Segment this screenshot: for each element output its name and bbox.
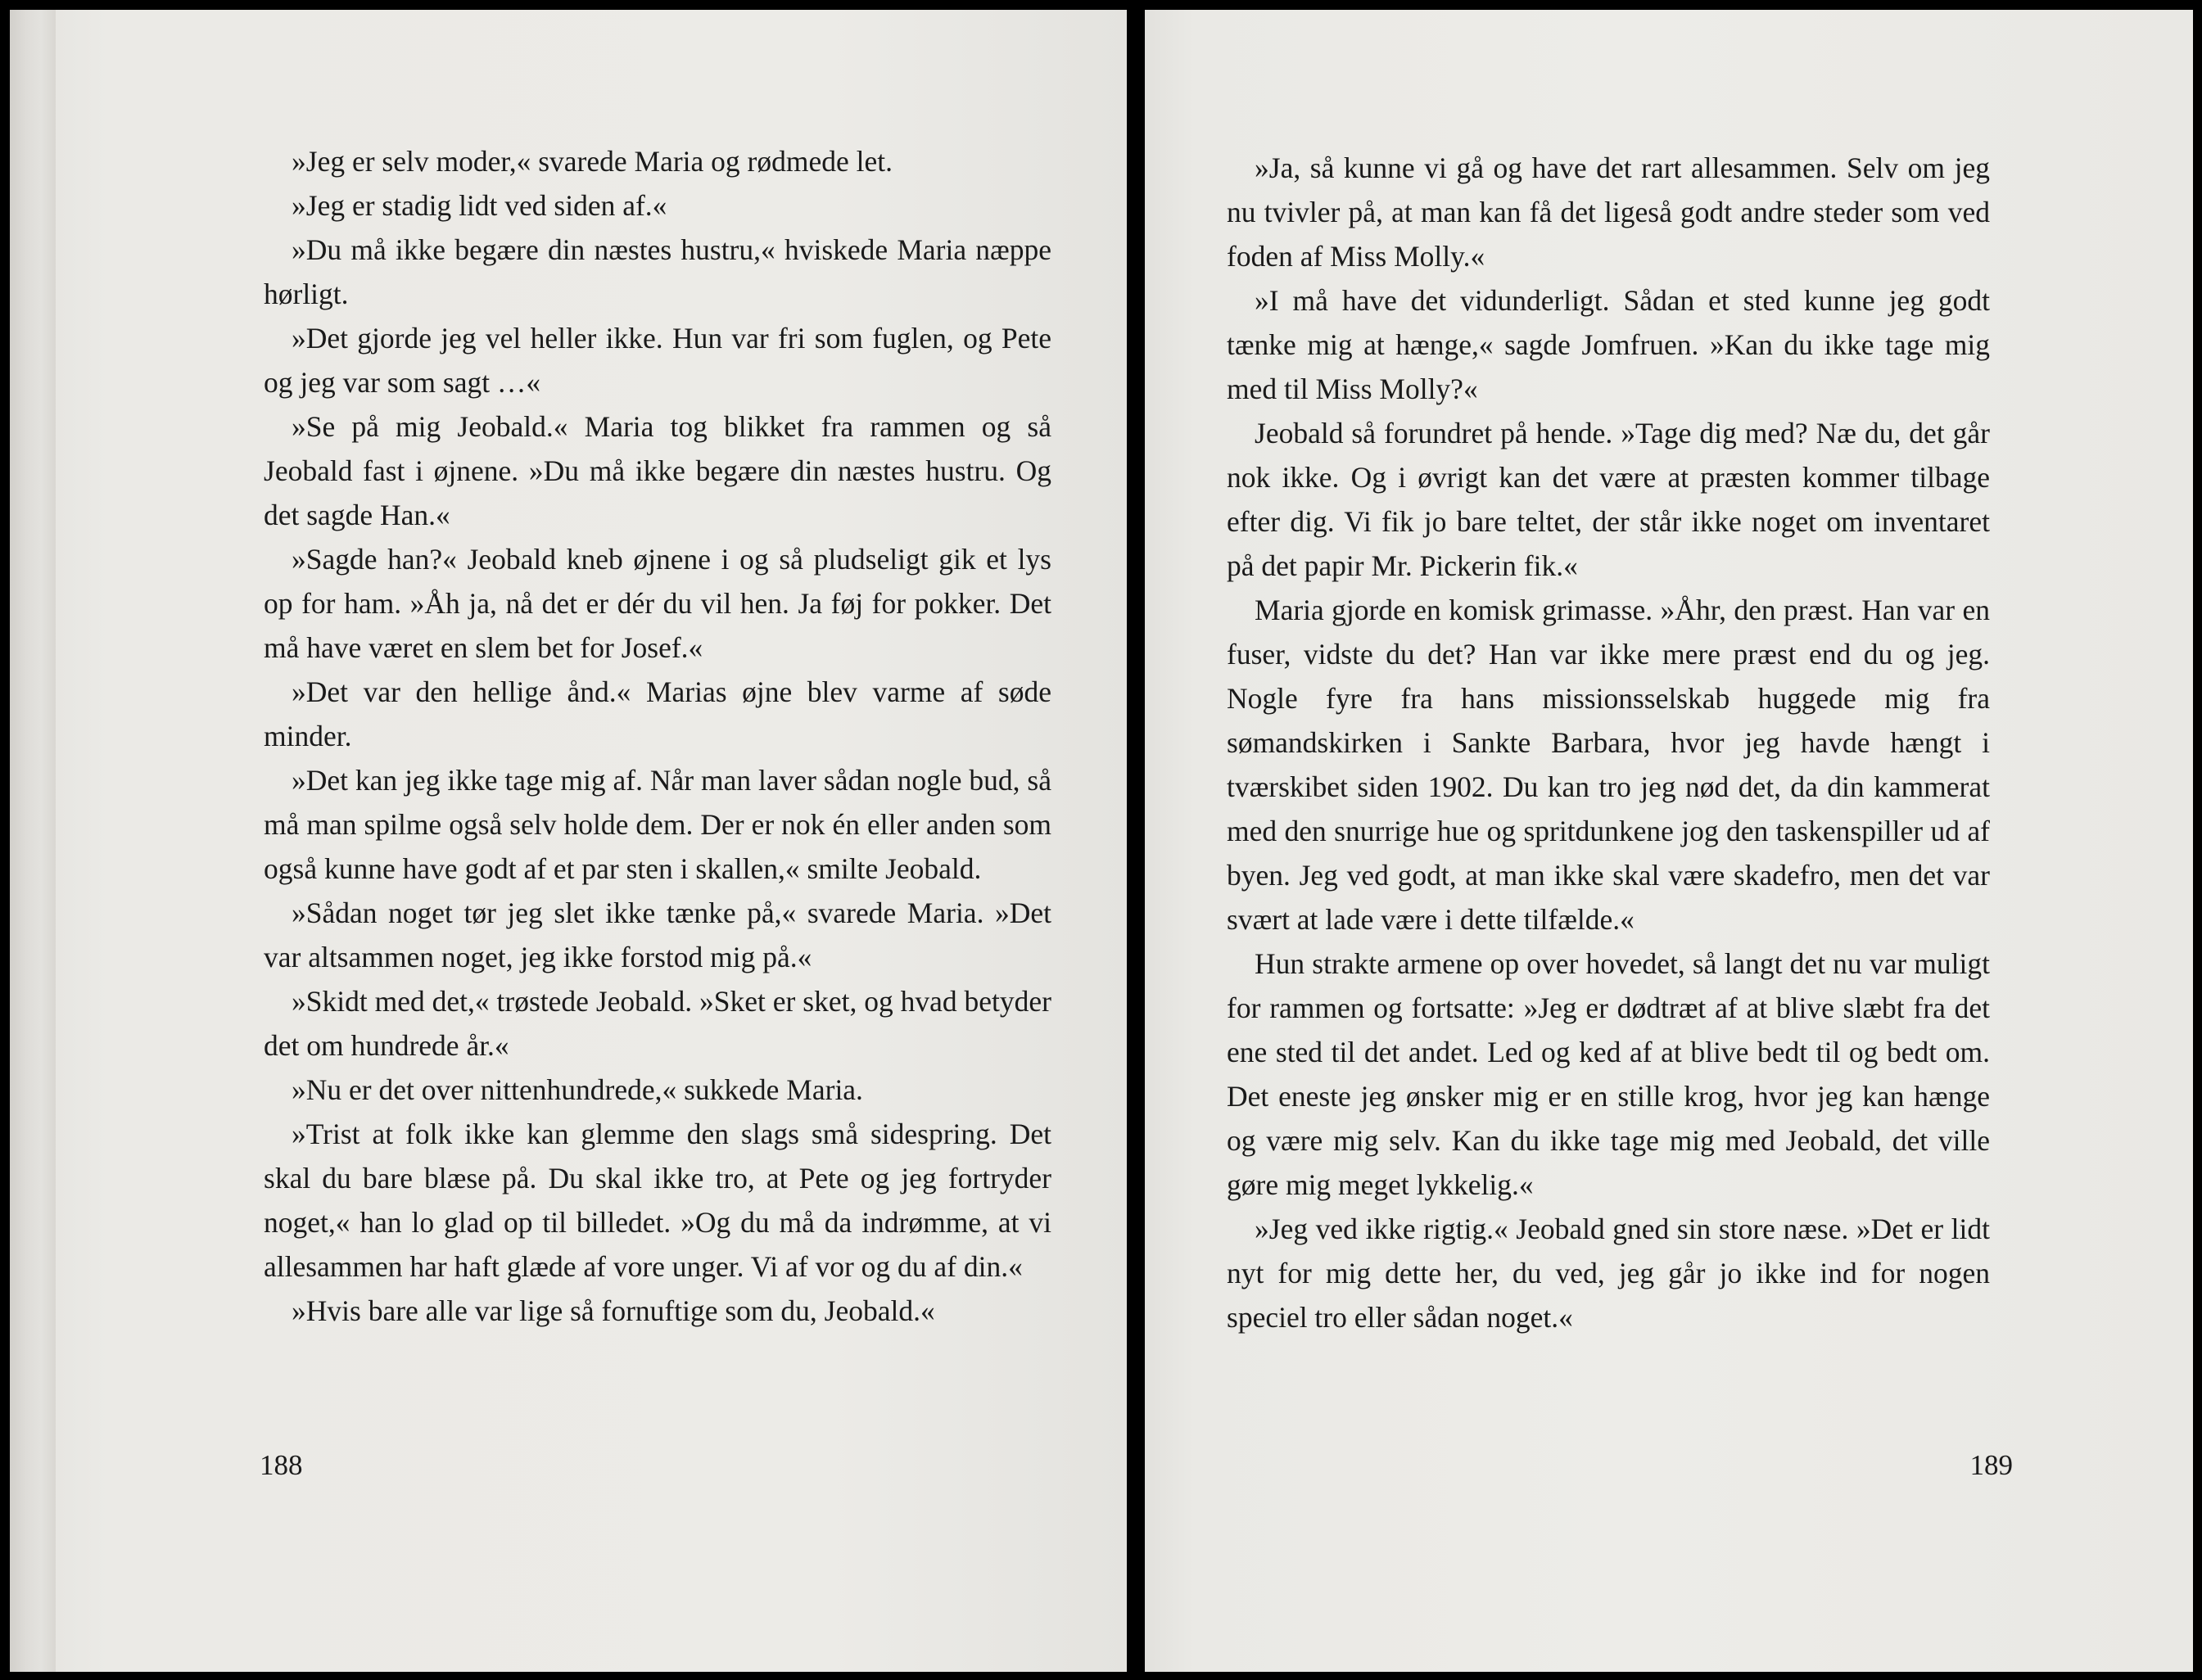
paragraph: »I må have det vidunderligt. Sådan et sted kunne jeg godt tænke mig at hænge,« sagde Jomfruen. »Kan du ikke tage mig med til Miss Molly?« [1227, 284, 1990, 405]
paragraph: »Sådan noget tør jeg slet ikke tænke på,« svarede Maria. »Det var altsammen noget, jeg ikke forstod mig på.« [264, 896, 1051, 973]
paragraph: Hun strakte armene op over hovedet, så langt det nu var muligt for rammen og fortsatte: »Jeg er dødtræt af at blive slæbt fra det ene sted til det andet. Led og ked af at blive bedt til og bedt om. Det eneste jeg ønsker mig er en stille krog, hvor jeg kan hænge og være mig selv. Kan du ikke tage mig med Jeobald, det ville gøre mig meget lykkelig.« [1227, 947, 1990, 1201]
paragraph: »Sagde han?« Jeobald kneb øjnene i og så pludseligt gik et lys op for ham. »Åh ja, nå det er dér du vil hen. Ja føj for pokker. Det må have været en slem bet for Josef.« [264, 543, 1051, 664]
paragraph: »Jeg er stadig lidt ved siden af.« [292, 189, 667, 222]
page-number: 189 [1969, 1449, 2013, 1481]
paragraph: »Jeg er selv moder,« svarede Maria og rødmede let. [292, 145, 893, 178]
paragraph: »Hvis bare alle var lige så fornuftige som du, Jeobald.« [292, 1294, 935, 1327]
paragraph: Maria gjorde en komisk grimasse. »Åhr, den præst. Han var en fuser, vidste du det? Han var ikke mere præst end du og jeg. Nogle fyre fra hans missionsselskab huggede mig fra sømandskirken i Sankte Barbara, hvor jeg havde hængt i tværskibet siden 1902. Du kan tro jeg nød det, da din kammerat med den snurrige hue og spritdunkene jog den taskenspiller ud af byen. Jeg ved godt, at man ikke skal være skadefro, men det var svært at lade være i dette tilfælde.« [1227, 594, 1990, 936]
paragraph: »Det gjorde jeg vel heller ikke. Hun var fri som fuglen, og Pete og jeg var som sagt …« [264, 322, 1051, 399]
paragraph: »Trist at folk ikke kan glemme den slags små sidespring. Det skal du bare blæse på. Du skal ikke tro, at Pete og jeg fortryder noget,« han lo glad op til billedet. »Og du må da indrømme, at vi allesammen har haft glæde af vore unger. Vi af vor og du af din.« [264, 1118, 1051, 1283]
page-number: 188 [260, 1449, 303, 1481]
right-page [1145, 10, 2193, 1672]
page-edge [10, 10, 56, 1672]
paragraph: »Det kan jeg ikke tage mig af. Når man laver sådan nogle bud, så må man spilme også selv holde dem. Der er nok én eller anden som også kunne have godt af et par sten i skallen,« smilte Jeobald. [264, 764, 1051, 885]
paragraph: Jeobald så forundret på hende. »Tage dig med? Næ du, det går nok ikke. Og i øvrigt kan det være at præsten kommer tilbage efter dig. Vi fik jo bare teltet, der står ikke noget om inventaret på det papir Mr. Pickerin fik.« [1227, 417, 1990, 582]
right-page-text [1227, 146, 1990, 1339]
paragraph: »Det var den hellige ånd.« Marias øjne blev varme af søde minder. [264, 675, 1051, 752]
paragraph: »Jeg ved ikke rigtig.« Jeobald gned sin store næse. »Det er lidt nyt for mig dette her, du ved, jeg går jo ikke ind for nogen speciel tro eller sådan noget.« [1227, 1213, 1990, 1334]
left-page [10, 10, 1127, 1672]
paragraph: »Du må ikke begære din næstes hustru,« hviskede Maria næppe hørligt. [264, 233, 1051, 310]
paragraph: »Se på mig Jeobald.« Maria tog blikket fra rammen og så Jeobald fast i øjnene. »Du må ikke begære din næstes hustru. Og det sagde Han.« [264, 410, 1051, 531]
left-page-text [264, 139, 1051, 1333]
paragraph: »Skidt med det,« trøstede Jeobald. »Sket er sket, og hvad betyder det om hundrede år.« [264, 985, 1051, 1062]
paragraph: »Ja, så kunne vi gå og have det rart allesammen. Selv om jeg nu tvivler på, at man kan få det ligeså godt andre steder som ved foden af Miss Molly.« [1227, 151, 1990, 273]
paragraph: »Nu er det over nittenhundrede,« sukkede Maria. [292, 1073, 863, 1106]
